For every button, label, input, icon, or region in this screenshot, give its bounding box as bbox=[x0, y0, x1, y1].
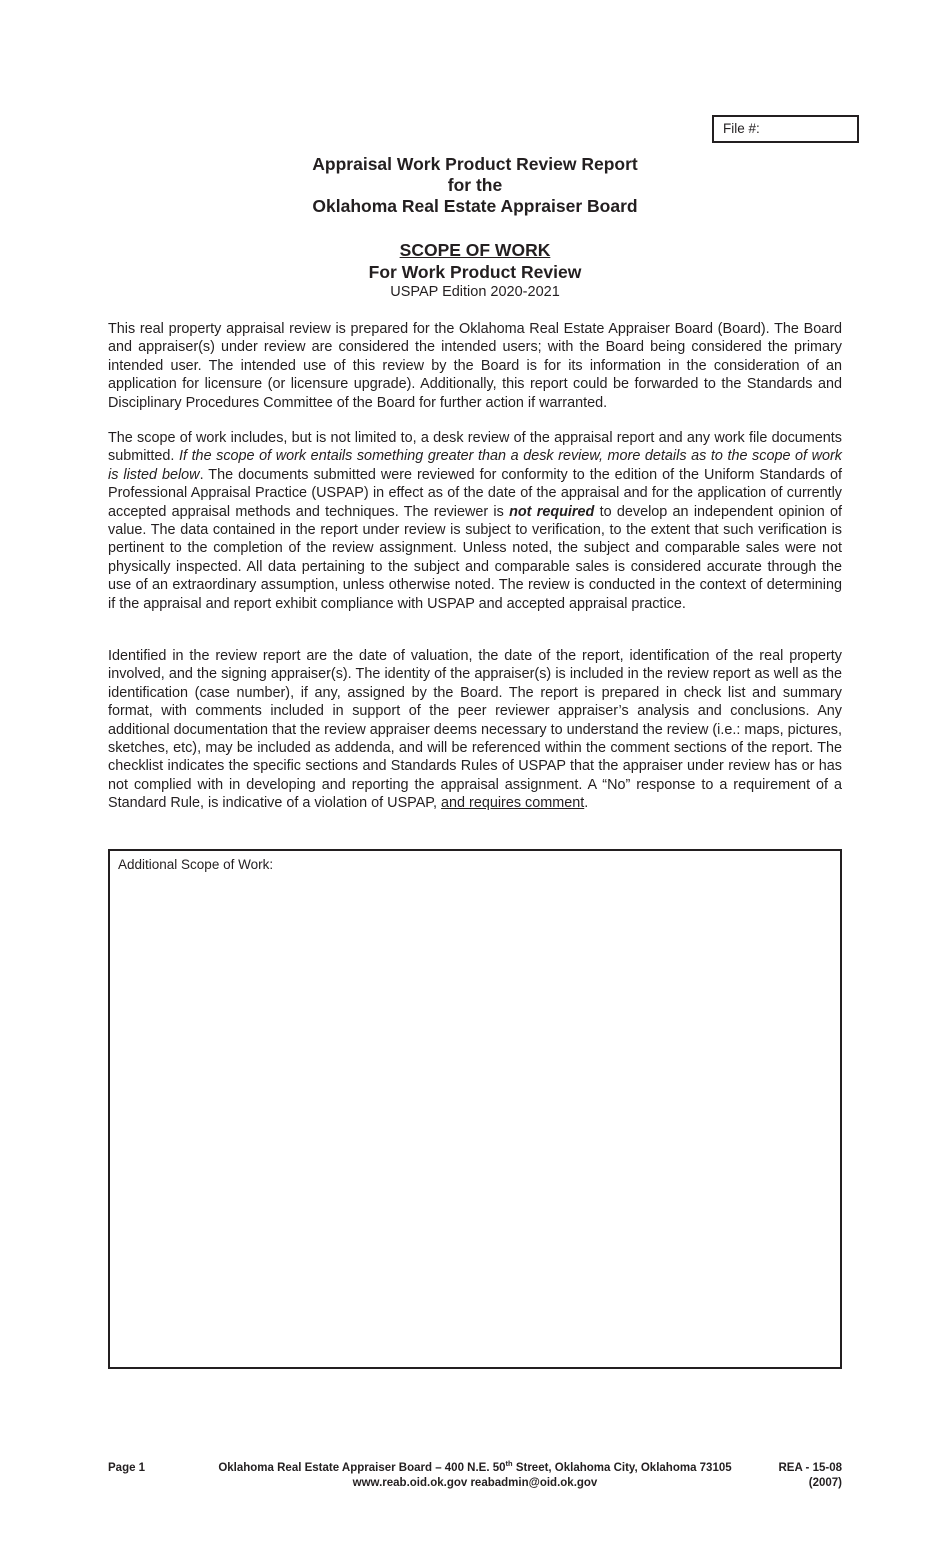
p3-text-a: Identified in the review report are the date of valuation, the date of the report, identification of the real property involved, and the signing appraiser(s). The identity of the appraiser(s) is included in the review report as well as the identification (case number), if any, assigned by the Board. The report is prepared in check list and summary format, with comments included in support of the peer reviewer appraiser’s analysis and conclusions. Any additional documentation that the review appraiser deems necessary to understand the review (i.e.: maps, pictures, sketches, etc), may be included as addenda, and will be referenced within the comment sections of the report. The checklist indicates the specific sections and Standards Rules of USPAP that the appraiser under review has or has not complied with in developing and reporting the appraisal assignment. A “No” response to a requirement of a Standard Rule, is indicative of a violation of USPAP, bbox=[108, 648, 842, 812]
uspap-edition: USPAP Edition 2020-2021 bbox=[390, 284, 560, 300]
footer-address-block bbox=[108, 1461, 842, 1491]
p2-italic-text: If the scope of work entails something greater than a desk review, more details as to the scope of work is listed below bbox=[108, 448, 843, 483]
form-id: REA - 15-08 bbox=[778, 1462, 842, 1474]
footer-contact: www.reab.oid.ok.gov reabadmin@oid.ok.gov bbox=[352, 1477, 598, 1489]
p2-text-c: to develop an independent opinion of value. The data contained in the report under review is subject to verification, to the extent that such verification is pertinent to the completion of the review assignment. Unless noted, the subject and comparable sales were not physically inspected. All data pertaining to the subject and comparable sales is considered accurate through the use of an extraordinary assumption, unless otherwise noted. The review is conducted in the context of determining if the appraisal and report exhibit compliance with USPAP and accepted appraisal practice. bbox=[108, 503, 843, 612]
scope-heading: SCOPE OF WORK bbox=[399, 240, 551, 260]
form-year: (2007) bbox=[808, 1477, 842, 1489]
title-line-1: Appraisal Work Product Review Report bbox=[312, 154, 638, 174]
title-line-2: for the bbox=[447, 175, 503, 195]
additional-scope-label: Additional Scope of Work: bbox=[118, 857, 274, 872]
file-number-label: File #: bbox=[723, 121, 760, 136]
p3-requires-comment: and requires comment bbox=[441, 795, 585, 812]
paragraph-report-format bbox=[108, 647, 842, 813]
form-id-block bbox=[779, 1461, 843, 1491]
file-number-field[interactable] bbox=[712, 115, 859, 143]
p2-text-b: . The documents submitted were reviewed for conformity to the edition of the Uniform Standards of Professional Appraisal Practice (USPAP) in effect as of the date of the appraisal and for the application of currently accepted appraisal methods and techniques. The reviewer is bbox=[108, 466, 842, 520]
p2-text-a: The scope of work includes, but is not limited to, a desk review of the appraisal report and any work file documents submitted. bbox=[108, 430, 842, 465]
paragraph-scope-description bbox=[108, 429, 842, 613]
scope-heading-block bbox=[0, 239, 950, 302]
page-number: Page 1 bbox=[108, 1462, 146, 1474]
scope-subheading: For Work Product Review bbox=[368, 262, 582, 282]
paragraph-intended-use: This real property appraisal review is prepared for the Oklahoma Real Estate Appraiser Board (Board). The Board and appraiser(s) under review are considered the intended users; with the Board being considered the primary intended user. The intended use of this review by the Board is for its information in the consideration of an application for licensure (or licensure upgrade). Additionally, this report could be forwarded to the Standards and Disciplinary Procedures Committee of the Board for further action if warranted. bbox=[108, 321, 842, 411]
p3-text-end: . bbox=[584, 795, 589, 812]
footer-address: Oklahoma Real Estate Appraiser Board – 400 N.E. 50th Street, Oklahoma City, Oklahoma 73105 bbox=[218, 1459, 732, 1474]
additional-scope-field[interactable] bbox=[108, 849, 842, 1369]
report-title bbox=[0, 154, 950, 217]
p2-not-required: not required bbox=[509, 503, 595, 520]
title-line-3: Oklahoma Real Estate Appraiser Board bbox=[312, 196, 638, 216]
